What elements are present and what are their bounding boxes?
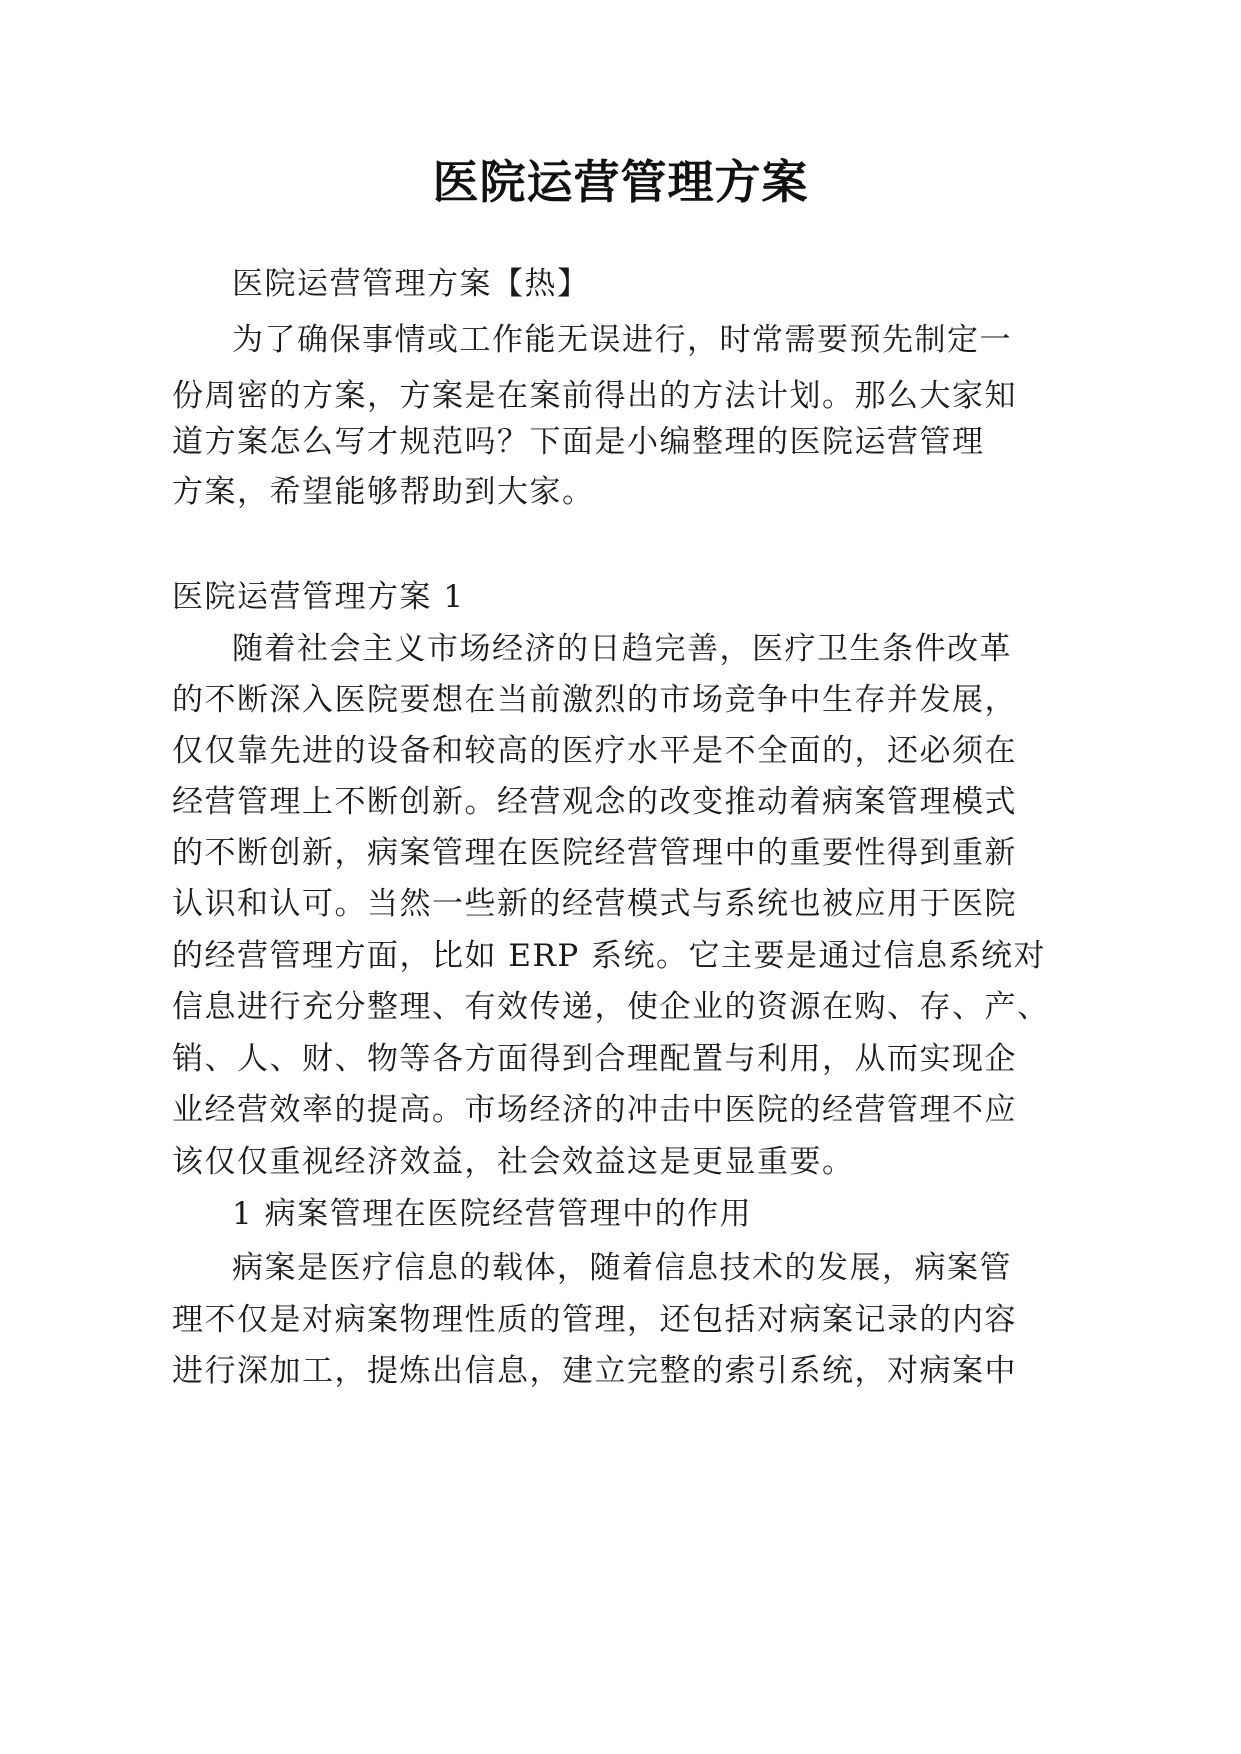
document-title: 医院运营管理方案 xyxy=(432,155,809,209)
subtitle-line: 医院运营管理方案【热】 xyxy=(232,266,590,302)
body-line-4: 经营管理上不断创新。经营观念的改变推动着病案管理模式 xyxy=(172,784,1017,820)
intro-line-1: 为了确保事情或工作能无误进行，时常需要预先制定一 xyxy=(232,322,1012,358)
body-line-8: 信息进行充分整理、有效传递，使企业的资源在购、存、产、 xyxy=(172,989,1050,1025)
section-heading-1: 医院运营管理方案 1 xyxy=(172,579,465,615)
section-heading-2: 1 病案管理在医院经营管理中的作用 xyxy=(232,1196,753,1232)
body-line-5: 的不断创新，病案管理在医院经营管理中的重要性得到重新 xyxy=(172,835,1017,871)
body-line-9: 销、人、财、物等各方面得到合理配置与利用，从而实现企 xyxy=(172,1041,1017,1077)
body-line-10: 业经营效率的提高。市场经济的冲击中医院的经营管理不应 xyxy=(172,1092,1017,1128)
body-line-6: 认识和认可。当然一些新的经营模式与系统也被应用于医院 xyxy=(172,886,1017,922)
body-line-2: 的不断深入医院要想在当前激烈的市场竞争中生存并发展， xyxy=(172,682,1017,718)
body-line-14: 进行深加工，提炼出信息，建立完整的索引系统，对病案中 xyxy=(172,1353,1017,1389)
intro-line-4: 方案，希望能够帮助到大家。 xyxy=(172,474,595,510)
intro-line-2: 份周密的方案，方案是在案前得出的方法计划。那么大家知 xyxy=(172,378,1017,414)
body-line-11: 该仅仅重视经济效益，社会效益这是更显重要。 xyxy=(172,1144,855,1180)
body-line-1: 随着社会主义市场经济的日趋完善，医疗卫生条件改革 xyxy=(232,631,1012,667)
body-line-13: 理不仅是对病案物理性质的管理，还包括对病案记录的内容 xyxy=(172,1302,1017,1338)
body-line-3: 仅仅靠先进的设备和较高的医疗水平是不全面的，还必须在 xyxy=(172,733,1017,769)
body-line-12: 病案是医疗信息的载体，随着信息技术的发展，病案管 xyxy=(232,1250,1012,1286)
body-line-7: 的经营管理方面，比如 ERP 系统。它主要是通过信息系统对 xyxy=(172,938,1047,974)
intro-line-3: 道方案怎么写才规范吗？下面是小编整理的医院运营管理 xyxy=(172,424,985,460)
